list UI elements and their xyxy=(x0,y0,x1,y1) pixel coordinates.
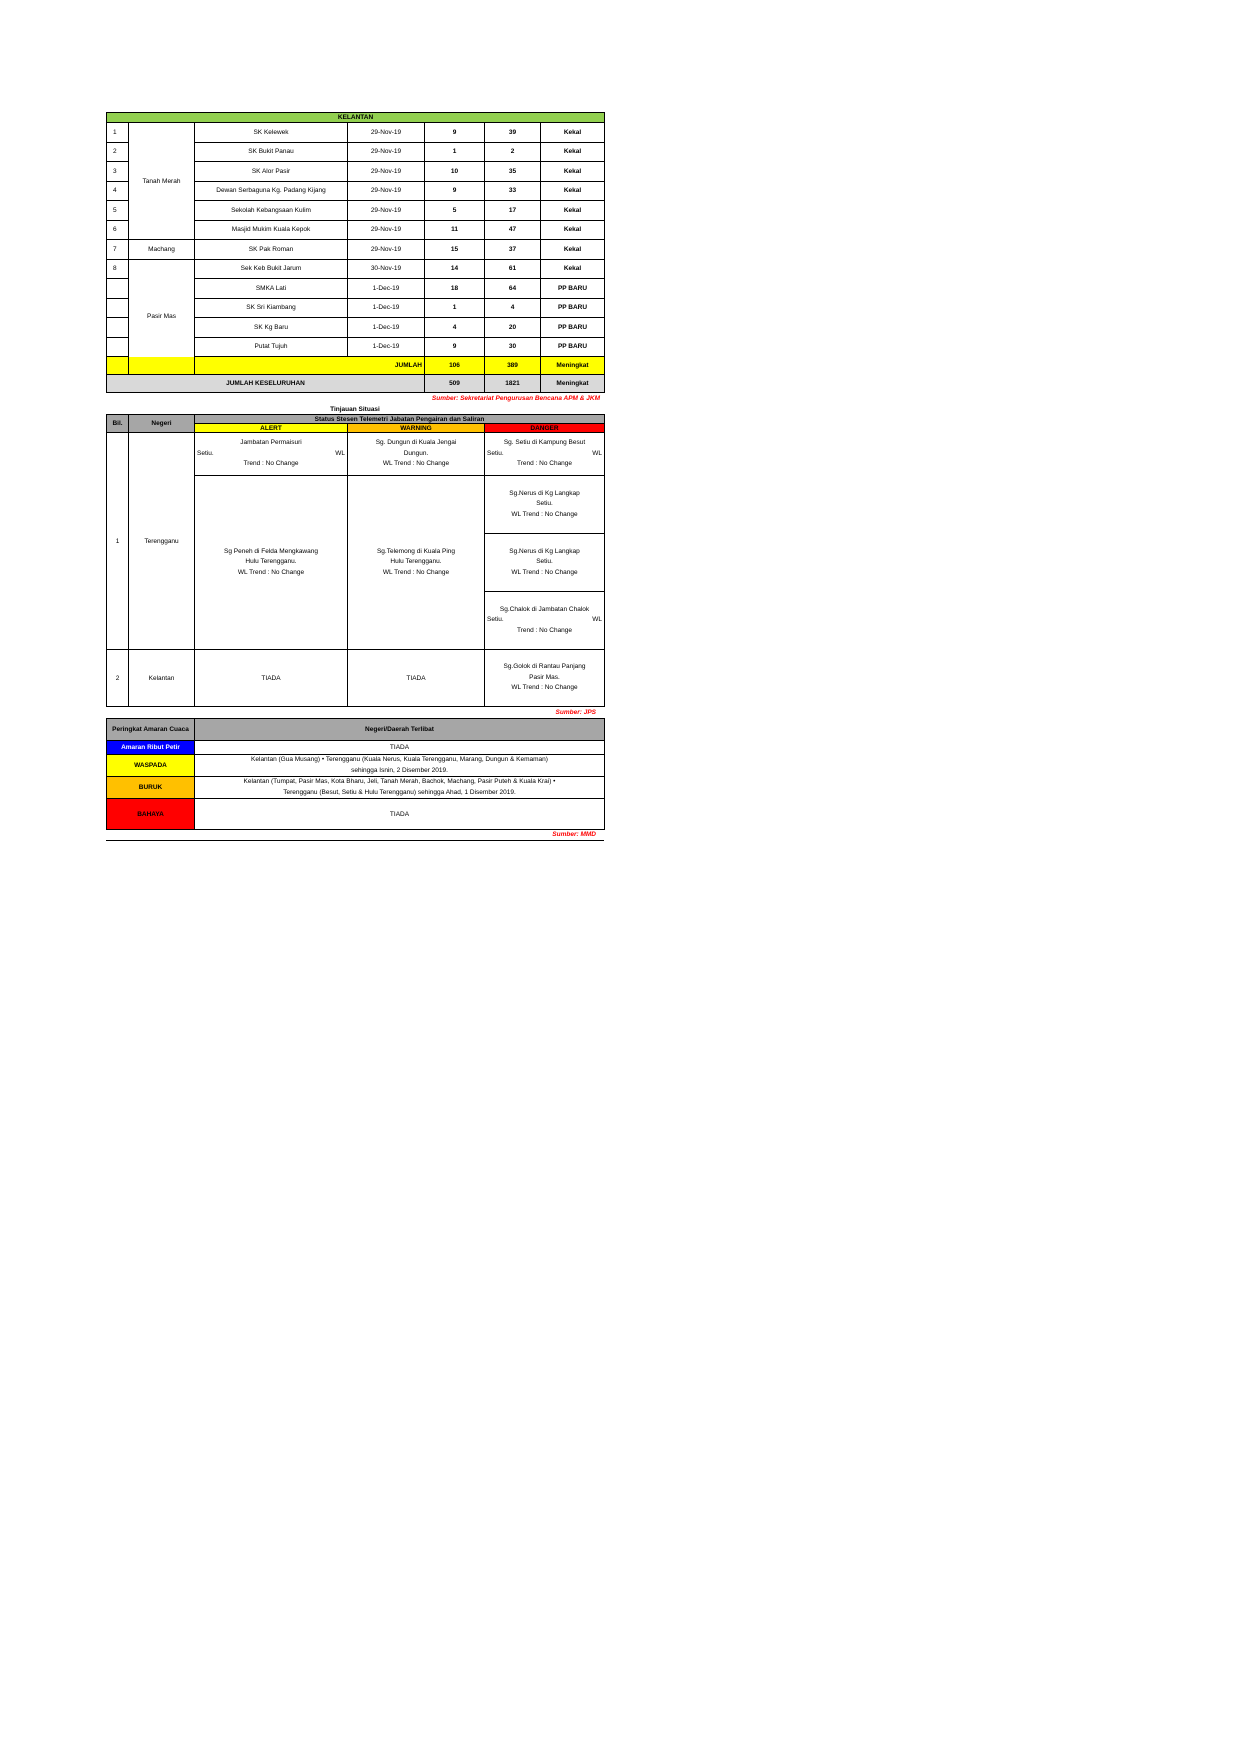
keseluruhan-family-count: 509 xyxy=(425,375,485,393)
row-number: 5 xyxy=(107,201,129,221)
date-opened: 29-Nov-19 xyxy=(348,220,425,240)
trend-text: Trend : No Change xyxy=(516,460,573,468)
family-count: 9 xyxy=(425,123,485,143)
station-name: Jambatan Permaisuri xyxy=(240,439,302,447)
station-name: Sg.Chalok di Jambatan Chalok xyxy=(499,605,590,613)
states-header: Negeri/Daerah Terlibat xyxy=(195,719,605,741)
level-buruk: BURUK xyxy=(107,777,195,799)
status: Kekal xyxy=(541,181,605,201)
evacuation-centre: SK Bukit Panau xyxy=(195,142,348,162)
family-count: 4 xyxy=(425,318,485,338)
status: Kekal xyxy=(541,123,605,143)
family-count: 9 xyxy=(425,181,485,201)
status: Kekal xyxy=(541,240,605,260)
evacuation-centre: SMKA Lati xyxy=(195,279,348,299)
status-header: Status Stesen Telemetri Jabatan Pengairan dan Saliran xyxy=(195,415,605,424)
evacuation-centre: SK Sri Kiambang xyxy=(195,298,348,318)
station-district: Hulu Terengganu. xyxy=(390,558,442,566)
row-number xyxy=(107,298,129,318)
date-opened: 29-Nov-19 xyxy=(348,201,425,221)
victim-count: 61 xyxy=(485,259,541,279)
weather-warning-table xyxy=(106,718,605,830)
warning-station xyxy=(348,433,485,476)
jumlah-victim-count: 389 xyxy=(485,357,541,375)
date-opened: 1-Dec-19 xyxy=(348,279,425,299)
report-page xyxy=(106,112,604,841)
status: Kekal xyxy=(541,259,605,279)
evacuation-centre: SK Pak Roman xyxy=(195,240,348,260)
date-opened: 1-Dec-19 xyxy=(348,298,425,318)
evacuation-centre: Masjid Mukim Kuala Kepok xyxy=(195,220,348,240)
alert-header: ALERT xyxy=(195,424,348,433)
station-name: Sg.Nerus di Kg Langkap xyxy=(509,489,580,497)
victim-count: 30 xyxy=(485,337,541,357)
level-waspada: WASPADA xyxy=(107,755,195,777)
warning-header: WARNING xyxy=(348,424,485,433)
district-cell: Machang xyxy=(129,240,195,260)
victim-count: 33 xyxy=(485,181,541,201)
row-number xyxy=(107,318,129,338)
bil-header: Bil. xyxy=(107,415,129,433)
row-number: 2 xyxy=(107,142,129,162)
alert-station xyxy=(195,433,348,476)
jumlah-family-count: 106 xyxy=(425,357,485,375)
row-number: 8 xyxy=(107,259,129,279)
status: Kekal xyxy=(541,220,605,240)
affected-areas-line: sehingga Isnin, 2 Disember 2019. xyxy=(351,766,448,774)
victim-count: 2 xyxy=(485,142,541,162)
trend-text: Trend : No Change xyxy=(243,460,299,468)
wl-label: WL xyxy=(592,449,603,457)
affected-areas-line: Terengganu (Besut, Setiu & Hulu Terengganu) sehingga Ahad, 1 Disember 2019. xyxy=(283,788,516,796)
station-name: Sg Peneh di Felda Mengkawang xyxy=(224,547,318,555)
victim-count: 37 xyxy=(485,240,541,260)
wl-label: WL xyxy=(335,449,345,457)
row-number xyxy=(107,279,129,299)
station-name: Sg.Nerus di Kg Langkap xyxy=(509,547,580,555)
status: PP BARU xyxy=(541,337,605,357)
danger-station xyxy=(485,476,605,534)
family-count: 10 xyxy=(425,162,485,182)
status: PP BARU xyxy=(541,298,605,318)
evacuation-centre: Dewan Serbaguna Kg. Padang Kijang xyxy=(195,181,348,201)
row-number: 1 xyxy=(107,123,129,143)
trend-text: WL Trend : No Change xyxy=(511,684,578,692)
station-split-line xyxy=(487,449,602,460)
keseluruhan-victim-count: 1821 xyxy=(485,375,541,393)
district-cell: Pasir Mas xyxy=(129,259,195,375)
kelantan-evacuation-table xyxy=(106,112,605,393)
victim-count: 20 xyxy=(485,318,541,338)
source-note: Sumber: MMD xyxy=(106,830,604,841)
row-number: 4 xyxy=(107,181,129,201)
telemetry-status-table xyxy=(106,414,605,707)
station-name: Sg. Setiu di Kampung Besut xyxy=(503,439,586,447)
station-district: Pasir Mas. xyxy=(529,673,560,681)
victim-count: 35 xyxy=(485,162,541,182)
station-split-line xyxy=(197,449,345,460)
row-number: 1 xyxy=(107,433,129,650)
danger-header: DANGER xyxy=(485,424,605,433)
wl-label: WL xyxy=(592,616,603,624)
date-opened: 29-Nov-19 xyxy=(348,181,425,201)
station-split-line xyxy=(487,615,602,626)
affected-areas: TIADA xyxy=(195,741,605,755)
table-header-row xyxy=(107,113,605,123)
table-row xyxy=(107,741,605,755)
victim-count: 64 xyxy=(485,279,541,299)
affected-areas-line: Kelantan (Gua Musang) • Terengganu (Kuala Nerus, Kuala Terengganu, Marang, Dungun & Kemaman) xyxy=(251,756,548,763)
table-row xyxy=(107,755,605,777)
level-ribut-petir: Amaran Ribut Petir xyxy=(107,741,195,755)
victim-count: 4 xyxy=(485,298,541,318)
row-number xyxy=(107,337,129,357)
table-row xyxy=(107,777,605,799)
date-opened: 29-Nov-19 xyxy=(348,162,425,182)
status: PP BARU xyxy=(541,318,605,338)
status: Kekal xyxy=(541,201,605,221)
source-note: Sumber: JPS xyxy=(555,709,596,716)
station-district: Setiu. xyxy=(487,616,504,624)
danger-station xyxy=(485,592,605,650)
negeri-header: Negeri xyxy=(129,415,195,433)
table-row xyxy=(107,799,605,830)
station-district: Setiu. xyxy=(536,558,553,566)
source-note: Sumber: Sekretariat Pengurusan Bencana APM & JKM xyxy=(431,395,600,402)
warning-station: TIADA xyxy=(348,650,485,707)
station-district: Dungun. xyxy=(403,449,429,457)
family-count: 9 xyxy=(425,337,485,357)
date-opened: 29-Nov-19 xyxy=(348,240,425,260)
evacuation-centre: SK Kg Baru xyxy=(195,318,348,338)
station-name: Sg. Dungun di Kuala Jengai xyxy=(375,439,457,447)
station-district: Hulu Terengganu. xyxy=(245,558,297,566)
trend-text: WL Trend : No Change xyxy=(382,460,450,468)
affected-areas xyxy=(195,755,605,777)
danger-station xyxy=(485,534,605,592)
jumlah-label: JUMLAH xyxy=(107,357,425,375)
date-opened: 1-Dec-19 xyxy=(348,318,425,338)
table-row xyxy=(107,259,605,279)
family-count: 14 xyxy=(425,259,485,279)
state-cell: Terengganu xyxy=(129,433,195,650)
trend-text: WL Trend : No Change xyxy=(237,568,305,576)
state-header: KELANTAN xyxy=(107,113,605,123)
table-row xyxy=(107,433,605,476)
status: Kekal xyxy=(541,162,605,182)
date-opened: 29-Nov-19 xyxy=(348,123,425,143)
victim-count: 17 xyxy=(485,201,541,221)
row-number: 3 xyxy=(107,162,129,182)
evacuation-centre: Sekolah Kebangsaan Kulim xyxy=(195,201,348,221)
date-opened: 29-Nov-19 xyxy=(348,142,425,162)
station-district: Setiu. xyxy=(197,449,214,457)
affected-areas-line: Kelantan (Tumpat, Pasir Mas, Kota Bharu, Jeli, Tanah Merah, Bachok, Machang, Pasir Puteh & Kuala Krai) • xyxy=(243,778,556,785)
row-number: 7 xyxy=(107,240,129,260)
level-header: Peringkat Amaran Cuaca xyxy=(107,719,195,741)
station-name: Sg.Telemong di Kuala Ping xyxy=(376,547,456,555)
jumlah-keseluruhan-row xyxy=(107,375,605,393)
family-count: 18 xyxy=(425,279,485,299)
trend-text: WL Trend : No Change xyxy=(382,568,450,576)
danger-station xyxy=(485,650,605,707)
station-district: Setiu. xyxy=(487,449,504,457)
table-header-row xyxy=(107,415,605,424)
table-row xyxy=(107,650,605,707)
level-bahaya: BAHAYA xyxy=(107,799,195,830)
status: PP BARU xyxy=(541,279,605,299)
keseluruhan-label: JUMLAH KESELURUHAN xyxy=(107,375,425,393)
trend-text: WL Trend : No Change xyxy=(511,510,578,518)
affected-areas xyxy=(195,777,605,799)
victim-count: 47 xyxy=(485,220,541,240)
alert-station xyxy=(195,476,348,650)
evacuation-centre: Sek Keb Bukit Jarum xyxy=(195,259,348,279)
warning-station xyxy=(348,476,485,650)
table-row xyxy=(107,240,605,260)
station-name: Sg.Golok di Rantau Panjang xyxy=(503,663,586,671)
evacuation-centre: SK Kelewek xyxy=(195,123,348,143)
keseluruhan-status: Meningkat xyxy=(541,375,605,393)
evacuation-centre: SK Alor Pasir xyxy=(195,162,348,182)
table-row xyxy=(107,123,605,143)
danger-station xyxy=(485,433,605,476)
district-cell: Tanah Merah xyxy=(129,123,195,240)
jumlah-row xyxy=(107,357,605,375)
family-count: 11 xyxy=(425,220,485,240)
affected-areas: TIADA xyxy=(195,799,605,830)
family-count: 1 xyxy=(425,142,485,162)
row-number: 6 xyxy=(107,220,129,240)
row-number: 2 xyxy=(107,650,129,707)
victim-count: 39 xyxy=(485,123,541,143)
family-count: 1 xyxy=(425,298,485,318)
station-district: Setiu. xyxy=(536,500,553,508)
family-count: 15 xyxy=(425,240,485,260)
trend-text: WL Trend : No Change xyxy=(511,568,578,576)
evacuation-centre: Putat Tujuh xyxy=(195,337,348,357)
date-opened: 30-Nov-19 xyxy=(348,259,425,279)
section-title: Tinjauan Situasi xyxy=(330,406,380,413)
table-header-row xyxy=(107,719,605,741)
jumlah-status: Meningkat xyxy=(541,357,605,375)
state-cell: Kelantan xyxy=(129,650,195,707)
date-opened: 1-Dec-19 xyxy=(348,337,425,357)
family-count: 5 xyxy=(425,201,485,221)
alert-station: TIADA xyxy=(195,650,348,707)
trend-text: Trend : No Change xyxy=(516,626,573,634)
status: Kekal xyxy=(541,142,605,162)
